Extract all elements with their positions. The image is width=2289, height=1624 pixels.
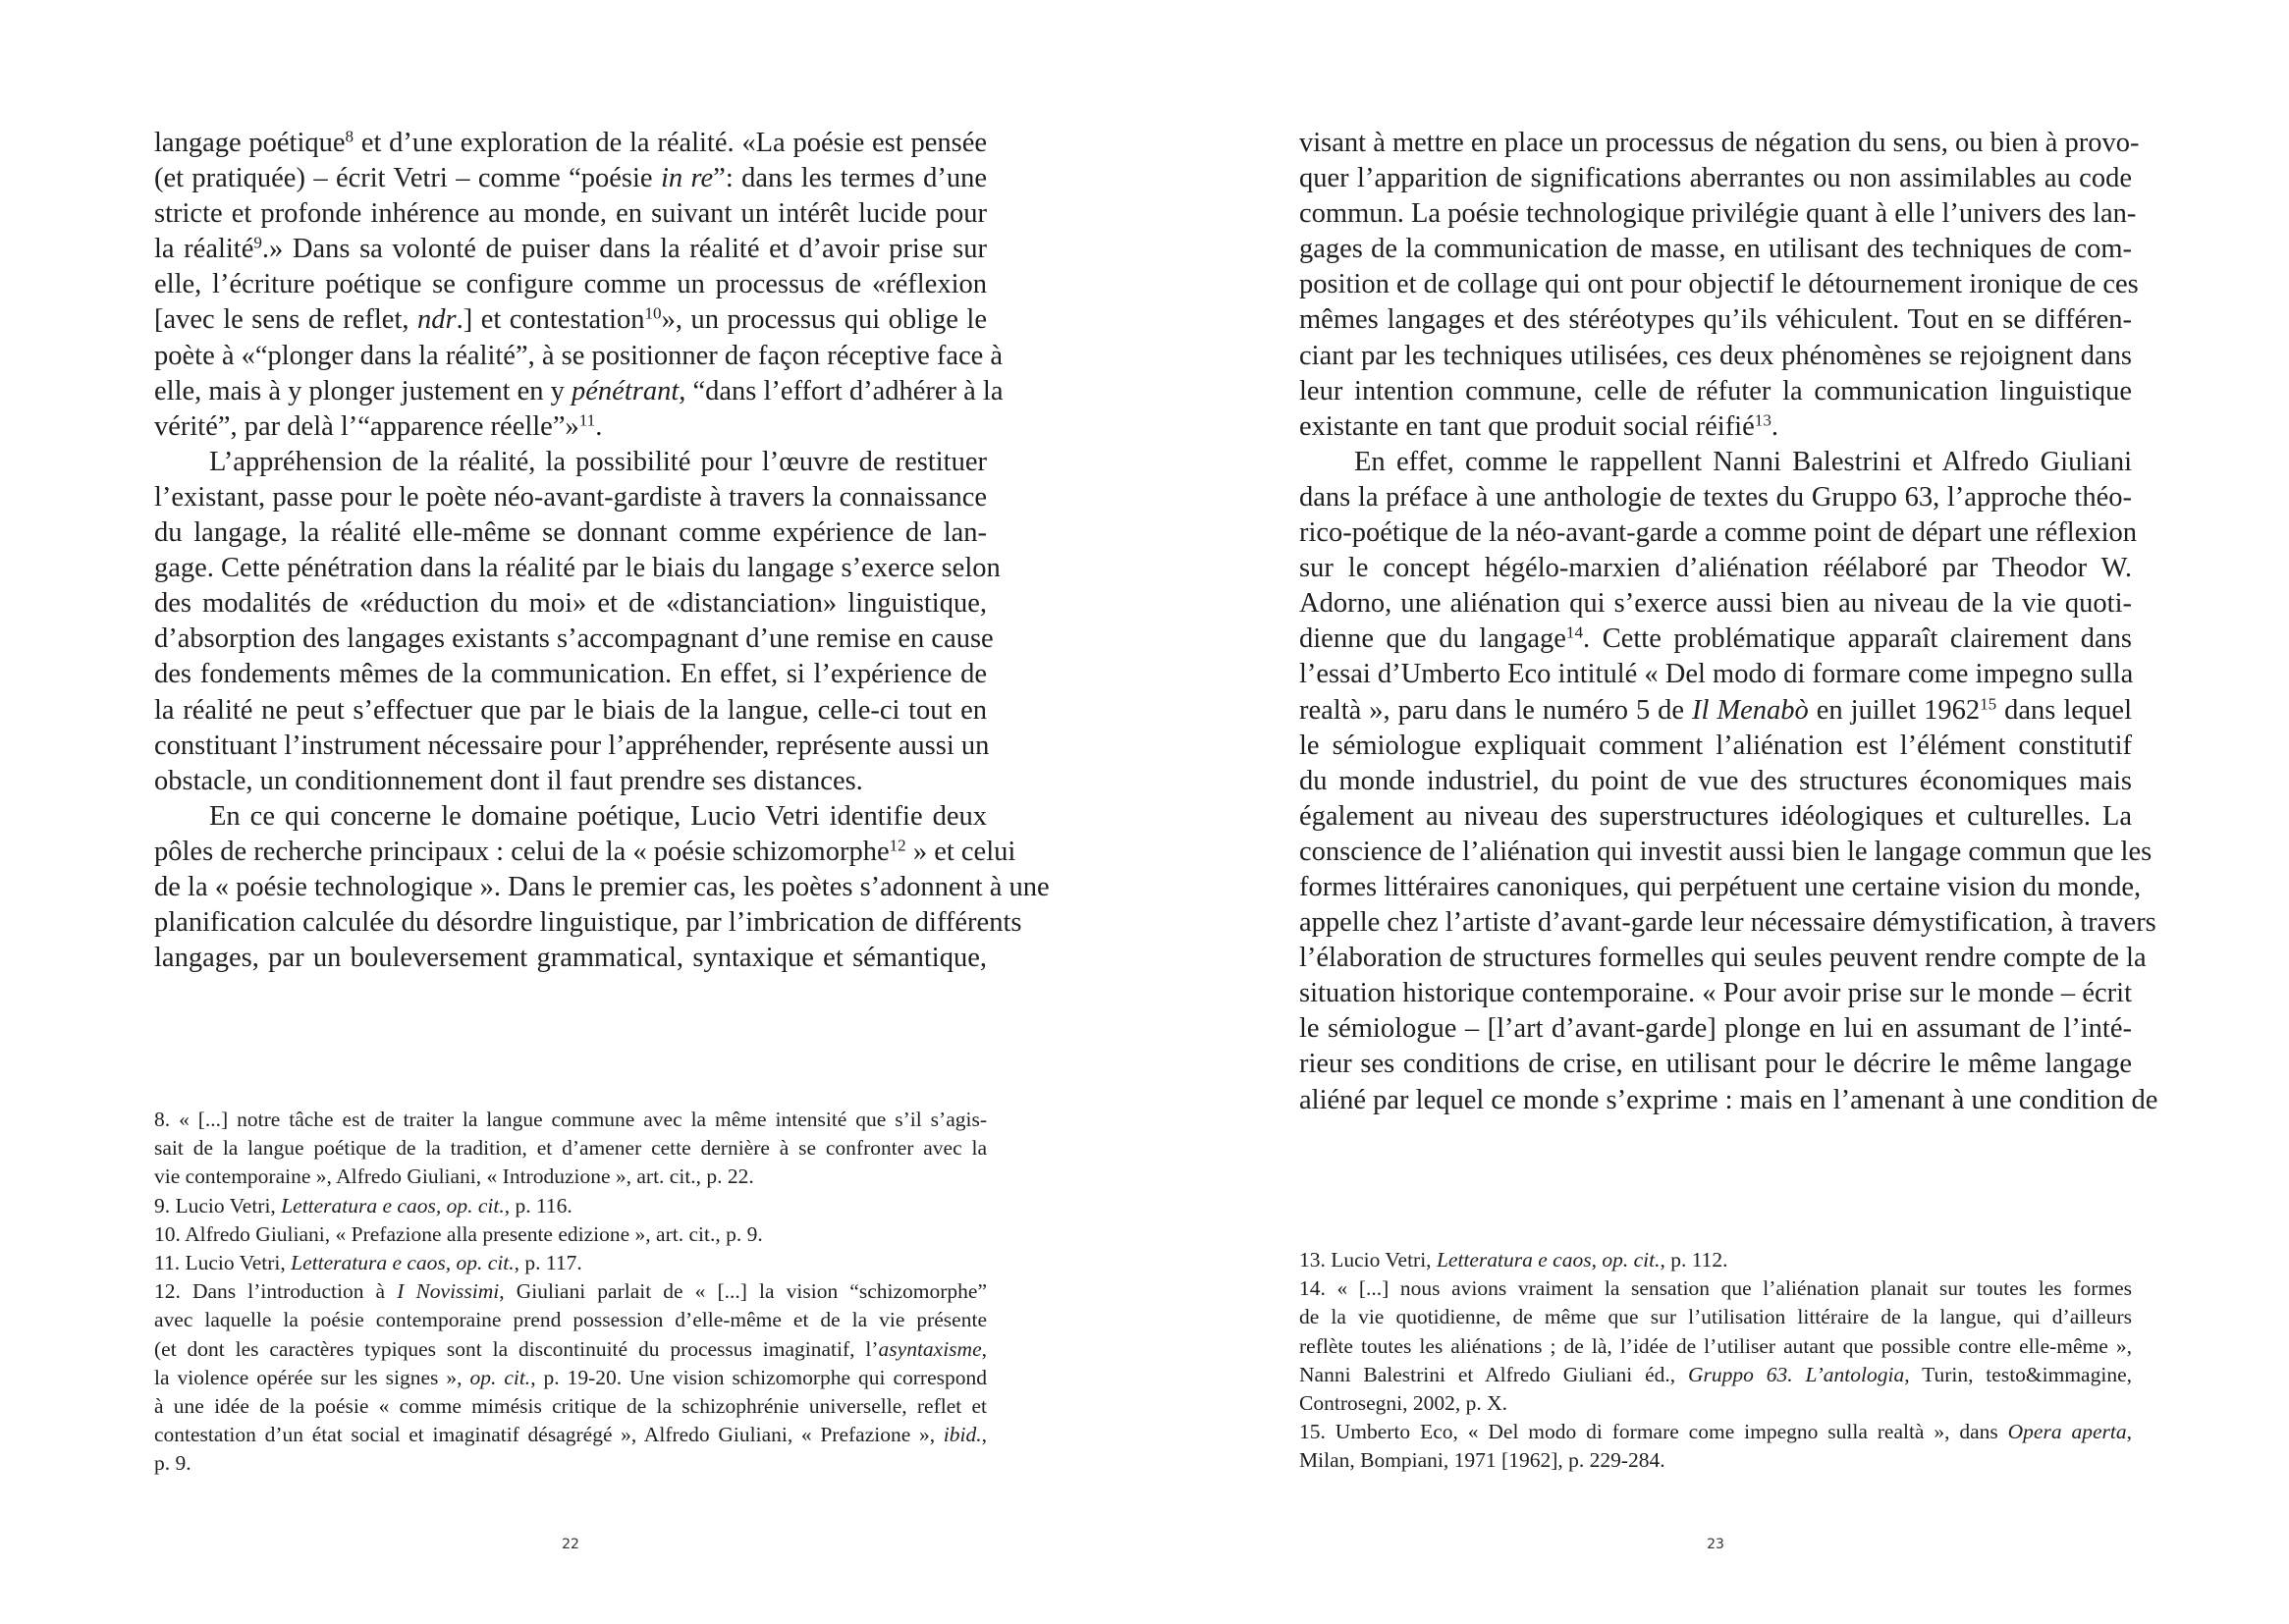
text-line: position et de collage qui ont pour objectif le détournement ironique de ces [1299, 269, 2139, 300]
text-line: 10. Alfredo Giuliani, « Prefazione alla presente edizione », art. cit., p. 9. [154, 1221, 763, 1246]
text-line: l’existant, passe pour le poète néo-avant-gardiste à travers la connaissance [154, 481, 987, 513]
text-line: également au niveau des superstructures idéologiques et culturelles. La [1299, 800, 2132, 832]
text-line: du langage, la réalité elle-même se donnant comme expérience de lan- [154, 517, 987, 549]
text-line: dans la préface à une anthologie de textes du Gruppo 63, l’approche théo- [1299, 481, 2132, 513]
text-line: des modalités de «réduction du moi» et de «distanciation» linguistique, [154, 588, 987, 620]
left-page [0, 0, 1144, 1624]
text-line: sait de la langue poétique de la tradition, et d’amener cette dernière à se confronter avec la [154, 1136, 987, 1161]
text-line: contestation d’un état social et imaginatif désagrégé », Alfredo Giuliani, « Prefazione », ibid., [154, 1423, 987, 1447]
text-line: visant à mettre en place un processus de négation du sens, ou bien à provo- [1299, 128, 2140, 158]
text-line: aliéné par lequel ce monde s’exprime : mais en l’amenant à une condition de [1299, 1084, 2158, 1115]
text-line: elle, l’écriture poétique se configure comme un processus de «réflexion [154, 269, 987, 300]
text-line: de la vie quotidienne, de même que sur l’utilisation littéraire de la langue, qui d’ailleurs [1299, 1305, 2132, 1329]
text-line: [avec le sens de reflet, ndr.] et contestation$^{10}$», un processus qui oblige le [154, 304, 987, 336]
text-line: formes littéraires canoniques, qui perpétuent une certaine vision du monde, [1299, 871, 2142, 902]
text-line: de la « poésie technologique ». Dans le premier cas, les poètes s’adonnent à une [154, 871, 1050, 902]
text-line: gages de la communication de masse, en utilisant des techniques de com- [1299, 234, 2132, 265]
text-line: appelle chez l’artiste d’avant-garde leur nécessaire démystification, à travers [1299, 907, 2156, 939]
text-line: poète à «“plonger dans la réalité”, à se positionner de façon réceptive face à [154, 340, 1004, 371]
text-line: L’appréhension de la réalité, la possibilité pour l’œuvre de restituer [209, 446, 987, 477]
text-line: existante en tant que produit social réifié$^{13}$. [1299, 410, 1778, 442]
text-line: Nanni Balestrini et Alfredo Giuliani éd., Gruppo 63. L’antologia, Turin, testo&immagine, [1299, 1362, 2132, 1386]
text-line: Adorno, une aliénation qui s’exerce aussi bien au niveau de la vie quoti- [1299, 588, 2132, 620]
text-line: elle, mais à y plonger justement en y pénétrant, “dans l’effort d’adhérer à la [154, 375, 1004, 406]
text-line: ciant par les techniques utilisées, ces deux phénomènes se rejoignent dans [1299, 340, 2132, 371]
text-line: la réalité$^9$.» Dans sa volonté de puiser dans la réalité et d’avoir prise sur [154, 233, 988, 265]
text-line: En ce qui concerne le domaine poétique, Lucio Vetri identifie deux [209, 800, 987, 832]
text-line: mêmes langages et des stéréotypes qu’ils véhiculent. Tout en se différen- [1299, 304, 2132, 336]
text-line: quer l’apparition de significations aberrantes ou non assimilables au code [1299, 163, 2132, 194]
text-line: 9. Lucio Vetri, Letteratura e caos, op. cit., p. 116. [154, 1193, 572, 1218]
text-line: le sémiologue expliquait comment l’aliénation est l’élément constitutif [1299, 730, 2132, 761]
text-line: rieur ses conditions de crise, en utilisant pour le décrire le même langage [1299, 1049, 2132, 1080]
text-line: reflète toutes les aliénations ; de là, l’idée de l’utiliser autant que possible contre elle-même », [1299, 1333, 2132, 1358]
page-number: 23 [1707, 1537, 1724, 1552]
text-line: langage poétique$^8$ et d’une exploration de la réalité. «La poésie est pensée [154, 127, 987, 158]
text-line: la réalité ne peut s’effectuer que par le biais de la langue, celle-ci tout en [154, 694, 987, 726]
text-line: sur le concept hégélo-marxien d’aliénation réélaboré par Theodor W. [1299, 553, 2132, 584]
text-line: gage. Cette pénétration dans la réalité par le biais du langage s’exerce selon [154, 553, 1001, 584]
text-line: 8. « [...] notre tâche est de traiter la langue commune avec la même intensité que s’il s’agis- [154, 1108, 987, 1131]
footnotes [1299, 1246, 2132, 1476]
text-line: En effet, comme le rappellent Nanni Balestrini et Alfredo Giuliani [1354, 446, 2132, 477]
text-line: 12. Dans l’introduction à I Novissimi, Giuliani parlait de « [...] la vision “schizomorphe” [154, 1279, 987, 1304]
text-line: langages, par un bouleversement grammatical, syntaxique et sémantique, [154, 943, 987, 974]
text-line: d’absorption des langages existants s’accompagnant d’une remise en cause [154, 623, 994, 655]
right-page [1145, 0, 2289, 1624]
text-line: la violence opérée sur les signes », op. cit., p. 19-20. Une vision schizomorphe qui correspond [154, 1365, 987, 1389]
text-line: vérité”, par delà l’“apparence réelle”»$^{11}$. [154, 410, 603, 442]
text-line: le sémiologue – [l’art d’avant-garde] plonge en lui en assumant de l’inté- [1299, 1013, 2132, 1045]
text-line: l’essai d’Umberto Eco intitulé « Del modo di formare come impegno sulla [1299, 659, 2134, 690]
text-line: du monde industriel, du point de vue des structures économiques mais [1299, 765, 2132, 796]
text-line: rico-poétique de la néo-avant-garde a comme point de départ une réflexion [1299, 517, 2138, 549]
text-line: à une idée de la poésie « comme mimésis critique de la schizophrénie universelle, reflet et [154, 1393, 987, 1418]
footnotes [154, 1106, 987, 1478]
text-line: conscience de l’aliénation qui investit aussi bien le langage commun que les [1299, 836, 2153, 867]
text-line: des fondements mêmes de la communication. En effet, si l’expérience de [154, 659, 987, 690]
text-line: 13. Lucio Vetri, Letteratura e caos, op. cit., p. 112. [1299, 1248, 1728, 1272]
text-line: situation historique contemporaine. « Pour avoir prise sur le monde – écrit [1299, 978, 2132, 1009]
text-line: stricte et profonde inhérence au monde, en suivant un intérêt lucide pour [154, 198, 987, 230]
text-line: l’élaboration de structures formelles qui seules peuvent rendre compte de la [1299, 943, 2147, 974]
text-line: dienne que du langage$^{14}$. Cette problématique apparaît clairement dans [1299, 623, 2132, 655]
text-line: (et pratiquée) – écrit Vetri – comme “poésie in re”: dans les termes d’une [154, 163, 987, 194]
text-line: 15. Umberto Eco, « Del modo di formare come impegno sulla realtà », dans Opera aperta, [1299, 1420, 2132, 1444]
text-line: planification calculée du désordre linguistique, par l’imbrication de différents [154, 907, 1022, 939]
text-line: constituant l’instrument nécessaire pour l’appréhender, représente aussi un [154, 730, 990, 761]
text-line: (et dont les caractères typiques sont la discontinuité du processus imaginatif, l’asyntaxisme, [154, 1336, 987, 1361]
text-line: Milan, Bompiani, 1971 [1962], p. 229-284. [1299, 1448, 1665, 1473]
text-line: p. 9. [154, 1451, 191, 1476]
text-line: 11. Lucio Vetri, Letteratura e caos, op. cit., p. 117. [154, 1250, 582, 1274]
page-number: 22 [562, 1537, 579, 1552]
text-line: Controsegni, 2002, p. X. [1299, 1390, 1508, 1415]
text-line: realtà », paru dans le numéro 5 de Il Menabò en juillet 1962$^{15}$ dans lequel [1299, 694, 2132, 726]
text-line: leur intention commune, celle de réfuter la communication linguistique [1299, 375, 2132, 406]
text-line: obstacle, un conditionnement dont il faut prendre ses distances. [154, 765, 863, 796]
text-line: vie contemporaine », Alfredo Giuliani, « Introduzione », art. cit., p. 22. [154, 1164, 754, 1189]
body-text [154, 126, 1050, 976]
text-line: pôles de recherche principaux : celui de la « poésie schizomorphe$^{12}$ » et celui [154, 836, 1016, 867]
text-line: 14. « [...] nous avions vraiment la sensation que l’aliénation planait sur toutes les formes [1299, 1276, 2132, 1301]
body-text [1299, 126, 2158, 1118]
text-line: avec laquelle la poésie contemporaine prend possession d’elle-même et de la vie présente [154, 1308, 987, 1332]
text-line: commun. La poésie technologique privilégie quant à elle l’univers des lan- [1299, 198, 2137, 230]
